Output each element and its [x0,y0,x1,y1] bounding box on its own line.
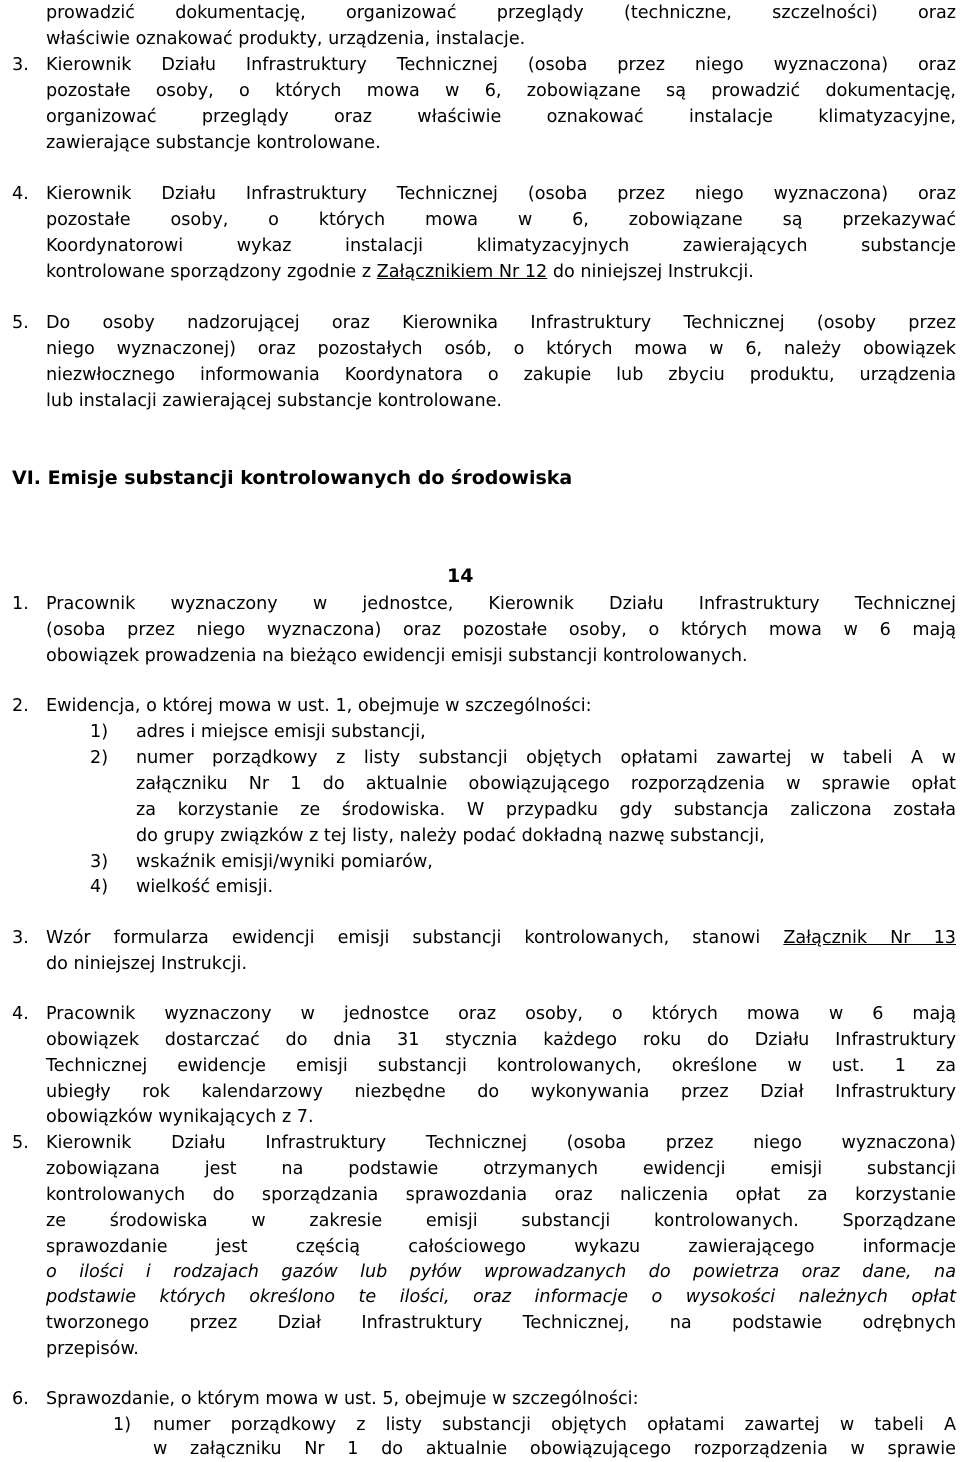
section-heading: VI. Emisje substancji kontrolowanych do środowiska [12,467,573,489]
paragraph-line: obowiązek prowadzenia na bieżąco ewidencji emisji substancji kontrolowanych. [46,646,748,666]
list-item: adres i miejsce emisji substancji, [136,722,426,742]
paragraph-line: niego wyznaczonej) oraz pozostałych osób, o których mowa w 6, należy obowiązek [46,339,956,359]
intro-line: prowadzić dokumentację, organizować przeglądy (techniczne, szczelności) oraz [46,3,956,23]
list-item: numer porządkowy z listy substancji objętych opłatami zawartej w tabeli A [153,1415,956,1435]
point-number: 2. [12,696,29,716]
paragraph-line: Kierownik Działu Infrastruktury Technicznej (osoba przez niego wyznaczona) oraz [46,55,956,75]
text-segment: kontrolowane sporządzony zgodnie z [46,262,377,282]
point-number: 1. [12,594,29,614]
text-segment: do niniejszej Instrukcji. [547,262,754,282]
text-segment: Wzór formularza ewidencji emisji substancji kontrolowanych, stanowi [46,928,784,948]
list-number: 1) [113,1415,132,1435]
paragraph-line [46,925,956,951]
paragraph-heading: 14 [447,565,474,587]
list-number: 4) [90,877,109,897]
list-item: do grupy związków z tej listy, należy podać dokładną nazwę substancji, [136,826,765,846]
paragraph-line: ze środowiska w zakresie emisji substancji kontrolowanych. Sporządzane [46,1211,956,1231]
paragraph-line: Do osoby nadzorującej oraz Kierownika Infrastruktury Technicznej (osoby przez [46,313,956,333]
paragraph-line: niezwłocznego informowania Koordynatora o zakupie lub zbyciu produktu, urządzenia [46,365,956,385]
paragraph-line: sprawozdanie jest częścią całościowego wykazu zawierającego informacje [46,1237,956,1257]
paragraph-line: Ewidencja, o której mowa w ust. 1, obejmuje w szczególności: [46,696,592,716]
paragraph-line: obowiązków wynikających z 7. [46,1107,314,1127]
paragraph-line: pozostałe osoby, o których mowa w 6, zobowiązane są prowadzić dokumentację, [46,81,956,101]
paragraph-line: Technicznej ewidencje emisji substancji kontrolowanych, określone w ust. 1 za [46,1056,956,1076]
intro-line: właściwie oznakować produkty, urządzenia, instalacje. [46,29,526,49]
paragraph-line-italic: o ilości i rodzajach gazów lub pyłów wprowadzanych do powietrza oraz dane, na [46,1262,956,1282]
list-number: 3) [90,852,109,872]
paragraph-line: Sprawozdanie, o którym mowa w ust. 5, obejmuje w szczególności: [46,1389,639,1409]
paragraph-line: tworzonego przez Dział Infrastruktury Technicznej, na podstawie odrębnych [46,1313,956,1333]
point-number: 4. [12,184,29,204]
paragraph-line: Kierownik Działu Infrastruktury Technicznej (osoba przez niego wyznaczona) [46,1133,956,1153]
point-number: 5. [12,1133,29,1153]
paragraph-line-italic: podstawie których określono te ilości, oraz informacje o wysokości należnych opłat [46,1287,956,1307]
paragraph-line: Koordynatorowi wykaz instalacji klimatyzacyjnych zawierających substancje [46,236,956,256]
paragraph-line: organizować przeglądy oraz właściwie oznakować instalacje klimatyzacyjne, [46,107,956,127]
paragraph-line: obowiązek dostarczać do dnia 31 stycznia każdego roku do Działu Infrastruktury [46,1030,956,1050]
paragraph-line: zobowiązana jest na podstawie otrzymanych ewidencji emisji substancji [46,1159,956,1179]
point-number: 3. [12,55,29,75]
paragraph-line: Pracownik wyznaczony w jednostce, Kierownik Działu Infrastruktury Technicznej [46,594,956,614]
paragraph-line: Pracownik wyznaczony w jednostce oraz osoby, o których mowa w 6 mają [46,1004,956,1024]
point-number: 3. [12,928,29,948]
list-item: za korzystanie ze środowiska. W przypadku gdy substancja zaliczona została [136,800,956,820]
list-item: numer porządkowy z listy substancji objętych opłatami zawartej w tabeli A w [136,748,956,768]
attachment-12-link[interactable]: Załącznikiem Nr 12 [376,262,548,282]
paragraph-line: przepisów. [46,1339,139,1359]
paragraph-line: pozostałe osoby, o których mowa w 6, zobowiązane są przekazywać [46,210,956,230]
attachment-13-link[interactable]: Załącznik Nr 13 [783,928,956,948]
point-number: 4. [12,1004,29,1024]
list-item: wskaźnik emisji/wyniki pomiarów, [136,852,433,872]
paragraph-line: do niniejszej Instrukcji. [46,954,248,974]
point-number: 6. [12,1389,29,1409]
paragraph-line: kontrolowanych do sporządzania sprawozdania oraz naliczenia opłat za korzystanie [46,1185,956,1205]
paragraph-line [46,259,956,285]
paragraph-line: ubiegły rok kalendarzowy niezbędne do wykonywania przez Dział Infrastruktury [46,1082,956,1102]
list-item: w załączniku Nr 1 do aktualnie obowiązującego rozporządzenia w sprawie [153,1439,956,1459]
paragraph-line: (osoba przez niego wyznaczona) oraz pozostałe osoby, o których mowa w 6 mają [46,620,956,640]
paragraph-line: zawierające substancje kontrolowane. [46,133,381,153]
list-item: załączniku Nr 1 do aktualnie obowiązującego rozporządzenia w sprawie opłat [136,774,956,794]
list-item: wielkość emisji. [136,877,274,897]
list-number: 1) [90,722,109,742]
point-number: 5. [12,313,29,333]
paragraph-line: Kierownik Działu Infrastruktury Technicznej (osoba przez niego wyznaczona) oraz [46,184,956,204]
paragraph-line: lub instalacji zawierającej substancje kontrolowane. [46,391,503,411]
list-number: 2) [90,748,109,768]
